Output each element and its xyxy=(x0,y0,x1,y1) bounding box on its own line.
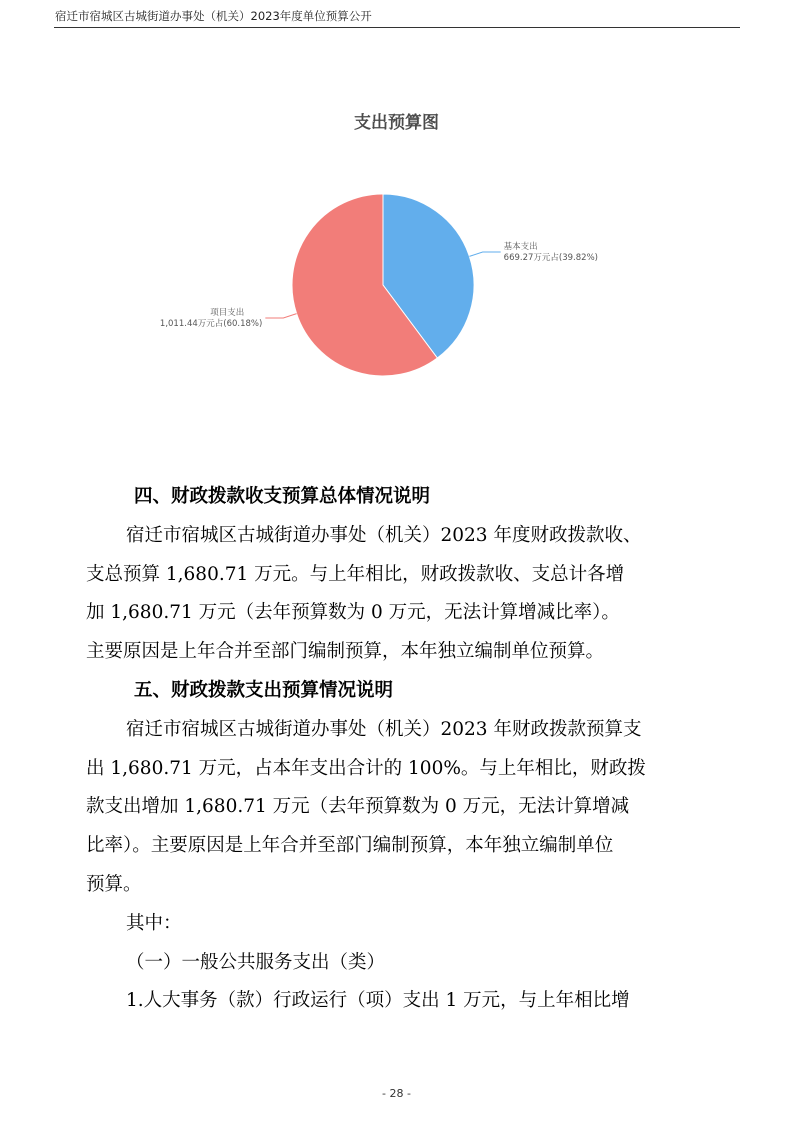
pie-slice-name-label: 项目支出 xyxy=(210,308,245,319)
paragraph-line: 款支出增加 1,680.71 万元（去年预算数为 0 万元，无法计算增减 xyxy=(86,796,630,818)
paragraph-line: 其中： xyxy=(126,912,182,934)
pie-leader-line-0 xyxy=(469,252,500,256)
pie-chart xyxy=(0,0,793,460)
paragraph-line: 预算。 xyxy=(86,873,142,895)
paragraph-line: 主要原因是上年合并至部门编制预算，本年独立编制单位预算。 xyxy=(86,641,605,663)
paragraph-line: （一）一般公共服务支出（类） xyxy=(126,951,386,973)
paragraph-line: 加 1,680.71 万元（去年预算数为 0 万元，无法计算增减比率）。 xyxy=(86,602,620,624)
section-heading: 五、财政拨款支出预算情况说明 xyxy=(134,679,394,701)
paragraph-line: 出 1,680.71 万元，占本年支出合计的 100%。与上年相比，财政拨 xyxy=(86,757,646,779)
paragraph-line: 宿迁市宿城区古城街道办事处（机关）2023 年度财政拨款收、 xyxy=(126,524,642,546)
section-heading: 四、财政拨款收支预算总体情况说明 xyxy=(134,486,431,507)
pie-leader-line-1 xyxy=(265,314,296,318)
pie-slice-value-label: 1,011.44万元占(60.18%) xyxy=(159,319,263,330)
paragraph-line: 比率）。主要原因是上年合并至部门编制预算，本年独立编制单位 xyxy=(86,835,614,857)
page-header-title: 宿迁市宿城区古城街道办事处（机关）2023年度单位预算公开 xyxy=(55,9,372,23)
chart-title: 支出预算图 xyxy=(354,113,439,133)
paragraph-line: 支总预算 1,680.71 万元。与上年相比，财政拨款收、支总计各增 xyxy=(86,563,625,585)
pie-slice-value-label: 669.27万元占(39.82%) xyxy=(503,252,598,263)
page-number: - 28 - xyxy=(382,1087,411,1100)
paragraph-line: 宿迁市宿城区古城街道办事处（机关）2023 年财政拨款预算支 xyxy=(126,718,642,740)
pie-slice-name-label: 基本支出 xyxy=(503,241,538,252)
paragraph-line: 1.人大事务（款）行政运行（项）支出 1 万元，与上年相比增 xyxy=(126,990,630,1012)
document-body xyxy=(86,478,711,1021)
